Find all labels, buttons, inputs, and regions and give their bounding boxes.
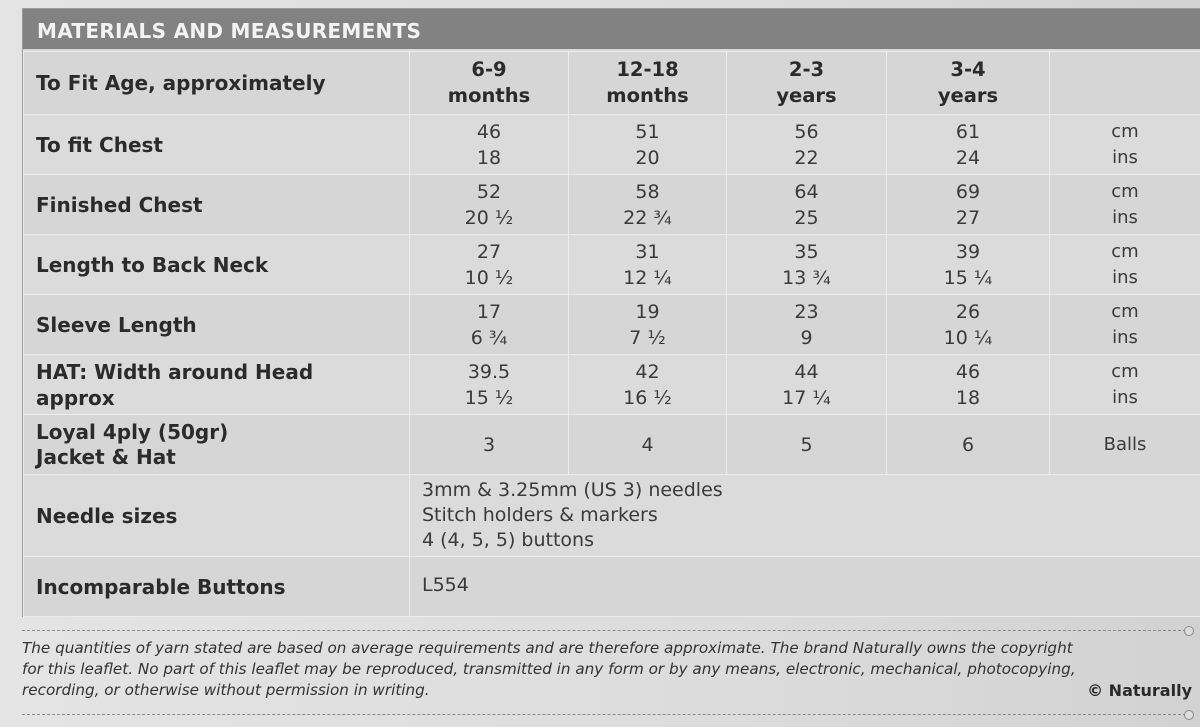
table-row bbox=[24, 475, 1200, 557]
unit-cell: cm ins bbox=[1050, 115, 1200, 175]
table-cell: 58 22 ¾ bbox=[569, 175, 727, 235]
table-cell: 39.5 15 ½ bbox=[410, 355, 569, 415]
table-cell: 35 13 ¾ bbox=[727, 235, 887, 295]
table-cell: 64 25 bbox=[727, 175, 887, 235]
table-cell: 5 bbox=[727, 415, 887, 475]
table-cell: 27 10 ½ bbox=[410, 235, 569, 295]
needles-info: 3mm & 3.25mm (US 3) needles Stitch holders & markers 4 (4, 5, 5) buttons bbox=[410, 475, 1200, 557]
table-cell: 69 27 bbox=[887, 175, 1050, 235]
unit-header bbox=[1050, 52, 1200, 115]
size-header: 12-18 months bbox=[569, 52, 727, 115]
dashed-divider-top bbox=[22, 630, 1186, 631]
copyright-notice: The quantities of yarn stated are based on average requirements and are therefore approximate. The brand Naturally owns the copyright for this leaflet. No part of this leaflet may be reproduced, transmitted in any form or by any means, electronic, mechanical, photocopying, recording, or otherwise without permission in writing. bbox=[22, 639, 1076, 699]
unit-cell: cm ins bbox=[1050, 175, 1200, 235]
size-header: 3-4 years bbox=[887, 52, 1050, 115]
table-row bbox=[24, 52, 1200, 115]
table-cell: 56 22 bbox=[727, 115, 887, 175]
table-cell: 26 10 ¼ bbox=[887, 295, 1050, 355]
table-cell: 6 bbox=[887, 415, 1050, 475]
table-cell: 23 9 bbox=[727, 295, 887, 355]
row-label-chest: To fit Chest bbox=[24, 115, 410, 175]
row-label-sleeve: Sleeve Length bbox=[24, 295, 410, 355]
table-row bbox=[24, 115, 1200, 175]
table-cell: 44 17 ¼ bbox=[727, 355, 887, 415]
brand-copyright: © Naturally bbox=[1087, 681, 1192, 700]
row-label-hat: HAT: Width around Head approx bbox=[24, 355, 410, 415]
table-cell: 31 12 ¼ bbox=[569, 235, 727, 295]
table-cell: 42 16 ½ bbox=[569, 355, 727, 415]
divider-end-dot bbox=[1184, 626, 1194, 636]
table-cell: 46 18 bbox=[410, 115, 569, 175]
row-label-buttons: Incomparable Buttons bbox=[24, 557, 410, 617]
dashed-divider-bottom bbox=[22, 714, 1186, 715]
table-cell: 52 20 ½ bbox=[410, 175, 569, 235]
table-cell: 19 7 ½ bbox=[569, 295, 727, 355]
table-cell: 39 15 ¼ bbox=[887, 235, 1050, 295]
row-label-needles: Needle sizes bbox=[24, 475, 410, 557]
table-row bbox=[24, 295, 1200, 355]
measurements-table bbox=[23, 51, 1200, 617]
section-title: MATERIALS AND MEASUREMENTS bbox=[37, 19, 422, 43]
unit-cell: Balls bbox=[1050, 415, 1200, 475]
divider-end-dot bbox=[1184, 710, 1194, 720]
row-label-finished-chest: Finished Chest bbox=[24, 175, 410, 235]
row-label-yarn: Loyal 4ply (50gr) Jacket & Hat bbox=[24, 415, 410, 475]
size-header: 2-3 years bbox=[727, 52, 887, 115]
table-cell: 51 20 bbox=[569, 115, 727, 175]
unit-cell: cm ins bbox=[1050, 355, 1200, 415]
table-cell: 3 bbox=[410, 415, 569, 475]
table-row bbox=[24, 175, 1200, 235]
row-label-age: To Fit Age, approximately bbox=[24, 52, 410, 115]
table-cell: 4 bbox=[569, 415, 727, 475]
table-row bbox=[24, 415, 1200, 475]
buttons-code: L554 bbox=[410, 557, 1200, 617]
table-row bbox=[24, 235, 1200, 295]
table-cell: 46 18 bbox=[887, 355, 1050, 415]
row-label-length: Length to Back Neck bbox=[24, 235, 410, 295]
table-row bbox=[24, 557, 1200, 617]
table-cell: 61 24 bbox=[887, 115, 1050, 175]
table-row bbox=[24, 355, 1200, 415]
unit-cell: cm ins bbox=[1050, 295, 1200, 355]
table-cell: 17 6 ¾ bbox=[410, 295, 569, 355]
unit-cell: cm ins bbox=[1050, 235, 1200, 295]
size-header: 6-9 months bbox=[410, 52, 569, 115]
